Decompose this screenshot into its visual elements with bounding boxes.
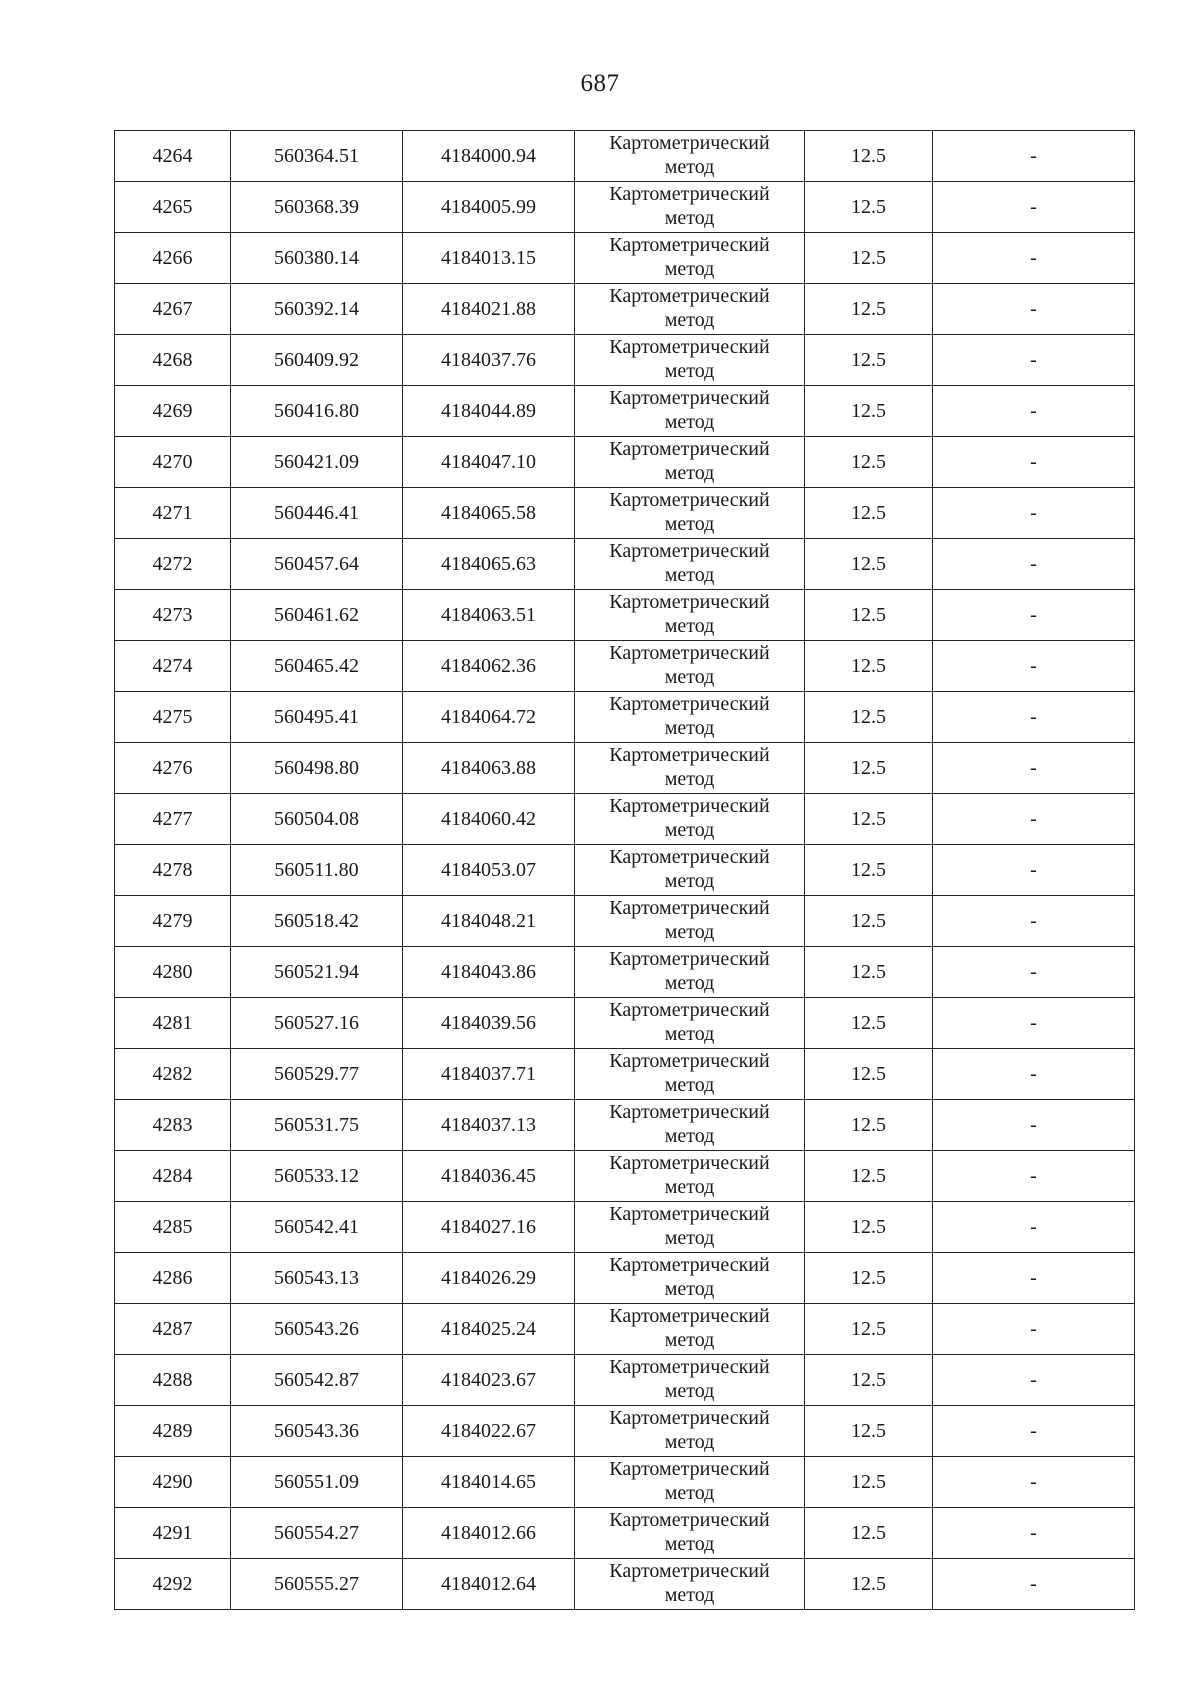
accuracy-cell: 12.5 [805, 1406, 933, 1457]
accuracy-cell: 12.5 [805, 182, 933, 233]
method-line-2: метод [664, 410, 715, 433]
method-line-1: Картометрический [609, 437, 770, 460]
description-cell: - [933, 1151, 1135, 1202]
point-number-cell: 4279 [115, 896, 231, 947]
y-coordinate-cell: 4184021.88 [403, 284, 575, 335]
point-number-cell: 4288 [115, 1355, 231, 1406]
table-row [115, 335, 1135, 386]
method-cell [575, 692, 805, 743]
description-cell: - [933, 488, 1135, 539]
x-coordinate-cell: 560446.41 [231, 488, 403, 539]
table-row [115, 488, 1135, 539]
table-row [115, 1304, 1135, 1355]
method-cell [575, 131, 805, 182]
method-line-2: метод [664, 1379, 715, 1402]
description-cell: - [933, 335, 1135, 386]
x-coordinate-cell: 560421.09 [231, 437, 403, 488]
y-coordinate-cell: 4184012.64 [403, 1559, 575, 1610]
accuracy-cell: 12.5 [805, 335, 933, 386]
table-row [115, 998, 1135, 1049]
y-coordinate-cell: 4184022.67 [403, 1406, 575, 1457]
method-line-1: Картометрический [609, 1202, 770, 1225]
method-line-2: метод [664, 1583, 715, 1606]
x-coordinate-cell: 560457.64 [231, 539, 403, 590]
table-row [115, 896, 1135, 947]
method-line-2: метод [664, 716, 715, 739]
description-cell: - [933, 1508, 1135, 1559]
description-cell: - [933, 998, 1135, 1049]
description-cell: - [933, 896, 1135, 947]
y-coordinate-cell: 4184036.45 [403, 1151, 575, 1202]
method-cell [575, 284, 805, 335]
point-number-cell: 4285 [115, 1202, 231, 1253]
y-coordinate-cell: 4184012.66 [403, 1508, 575, 1559]
point-number-cell: 4274 [115, 641, 231, 692]
accuracy-cell: 12.5 [805, 1253, 933, 1304]
point-number-cell: 4286 [115, 1253, 231, 1304]
method-line-2: метод [664, 665, 715, 688]
method-line-2: метод [664, 1481, 715, 1504]
y-coordinate-cell: 4184043.86 [403, 947, 575, 998]
point-number-cell: 4267 [115, 284, 231, 335]
accuracy-cell: 12.5 [805, 284, 933, 335]
method-line-1: Картометрический [609, 1253, 770, 1276]
table-row [115, 1406, 1135, 1457]
accuracy-cell: 12.5 [805, 386, 933, 437]
method-line-2: метод [664, 359, 715, 382]
method-line-2: метод [664, 461, 715, 484]
description-cell: - [933, 1304, 1135, 1355]
point-number-cell: 4287 [115, 1304, 231, 1355]
method-line-1: Картометрический [609, 998, 770, 1021]
table-row [115, 1355, 1135, 1406]
point-number-cell: 4280 [115, 947, 231, 998]
x-coordinate-cell: 560504.08 [231, 794, 403, 845]
accuracy-cell: 12.5 [805, 233, 933, 284]
method-line-2: метод [664, 971, 715, 994]
method-cell [575, 335, 805, 386]
x-coordinate-cell: 560543.36 [231, 1406, 403, 1457]
x-coordinate-cell: 560380.14 [231, 233, 403, 284]
point-number-cell: 4276 [115, 743, 231, 794]
page-number: 687 [580, 70, 620, 97]
accuracy-cell: 12.5 [805, 794, 933, 845]
description-cell: - [933, 845, 1135, 896]
method-cell [575, 233, 805, 284]
description-cell: - [933, 284, 1135, 335]
method-line-2: метод [664, 1022, 715, 1045]
x-coordinate-cell: 560533.12 [231, 1151, 403, 1202]
method-line-1: Картометрический [609, 233, 770, 256]
point-number-cell: 4283 [115, 1100, 231, 1151]
y-coordinate-cell: 4184060.42 [403, 794, 575, 845]
method-line-1: Картометрический [609, 590, 770, 613]
y-coordinate-cell: 4184023.67 [403, 1355, 575, 1406]
x-coordinate-cell: 560554.27 [231, 1508, 403, 1559]
description-cell: - [933, 1202, 1135, 1253]
table-row [115, 845, 1135, 896]
point-number-cell: 4289 [115, 1406, 231, 1457]
description-cell: - [933, 641, 1135, 692]
x-coordinate-cell: 560368.39 [231, 182, 403, 233]
method-line-1: Картометрический [609, 1508, 770, 1531]
method-cell [575, 845, 805, 896]
x-coordinate-cell: 560527.16 [231, 998, 403, 1049]
x-coordinate-cell: 560518.42 [231, 896, 403, 947]
y-coordinate-cell: 4184065.63 [403, 539, 575, 590]
y-coordinate-cell: 4184053.07 [403, 845, 575, 896]
method-cell [575, 743, 805, 794]
description-cell: - [933, 692, 1135, 743]
accuracy-cell: 12.5 [805, 1508, 933, 1559]
method-line-1: Картометрический [609, 539, 770, 562]
y-coordinate-cell: 4184037.13 [403, 1100, 575, 1151]
point-number-cell: 4281 [115, 998, 231, 1049]
description-cell: - [933, 1406, 1135, 1457]
method-line-2: метод [664, 767, 715, 790]
point-number-cell: 4277 [115, 794, 231, 845]
accuracy-cell: 12.5 [805, 692, 933, 743]
description-cell: - [933, 1457, 1135, 1508]
description-cell: - [933, 131, 1135, 182]
method-cell [575, 590, 805, 641]
table-row [115, 1508, 1135, 1559]
description-cell: - [933, 743, 1135, 794]
x-coordinate-cell: 560498.80 [231, 743, 403, 794]
description-cell: - [933, 794, 1135, 845]
method-cell [575, 998, 805, 1049]
description-cell: - [933, 1355, 1135, 1406]
table-row [115, 794, 1135, 845]
x-coordinate-cell: 560461.62 [231, 590, 403, 641]
method-line-1: Картометрический [609, 1049, 770, 1072]
method-line-1: Картометрический [609, 794, 770, 817]
accuracy-cell: 12.5 [805, 743, 933, 794]
y-coordinate-cell: 4184039.56 [403, 998, 575, 1049]
y-coordinate-cell: 4184065.58 [403, 488, 575, 539]
coordinates-table [114, 130, 1135, 1610]
description-cell: - [933, 386, 1135, 437]
method-cell [575, 1151, 805, 1202]
accuracy-cell: 12.5 [805, 641, 933, 692]
accuracy-cell: 12.5 [805, 437, 933, 488]
table-body [115, 131, 1135, 1610]
accuracy-cell: 12.5 [805, 896, 933, 947]
accuracy-cell: 12.5 [805, 1049, 933, 1100]
method-line-1: Картометрический [609, 1151, 770, 1174]
table-row [115, 1559, 1135, 1610]
x-coordinate-cell: 560555.27 [231, 1559, 403, 1610]
description-cell: - [933, 1253, 1135, 1304]
accuracy-cell: 12.5 [805, 1202, 933, 1253]
x-coordinate-cell: 560531.75 [231, 1100, 403, 1151]
y-coordinate-cell: 4184048.21 [403, 896, 575, 947]
y-coordinate-cell: 4184025.24 [403, 1304, 575, 1355]
method-cell [575, 1202, 805, 1253]
method-cell [575, 1049, 805, 1100]
x-coordinate-cell: 560511.80 [231, 845, 403, 896]
method-line-2: метод [664, 563, 715, 586]
x-coordinate-cell: 560529.77 [231, 1049, 403, 1100]
description-cell: - [933, 590, 1135, 641]
method-cell [575, 1559, 805, 1610]
method-line-2: метод [664, 308, 715, 331]
x-coordinate-cell: 560465.42 [231, 641, 403, 692]
method-cell [575, 488, 805, 539]
table-row [115, 1049, 1135, 1100]
method-line-1: Картометрический [609, 182, 770, 205]
method-line-2: метод [664, 1124, 715, 1147]
point-number-cell: 4292 [115, 1559, 231, 1610]
method-line-1: Картометрический [609, 1457, 770, 1480]
method-cell [575, 1355, 805, 1406]
y-coordinate-cell: 4184063.51 [403, 590, 575, 641]
x-coordinate-cell: 560409.92 [231, 335, 403, 386]
method-line-1: Картометрический [609, 1304, 770, 1327]
method-line-1: Картометрический [609, 743, 770, 766]
method-cell [575, 641, 805, 692]
description-cell: - [933, 539, 1135, 590]
method-line-1: Картометрический [609, 947, 770, 970]
y-coordinate-cell: 4184014.65 [403, 1457, 575, 1508]
accuracy-cell: 12.5 [805, 1151, 933, 1202]
method-cell [575, 437, 805, 488]
method-cell [575, 1457, 805, 1508]
method-line-2: метод [664, 920, 715, 943]
method-line-2: метод [664, 155, 715, 178]
method-line-1: Картометрический [609, 1100, 770, 1123]
y-coordinate-cell: 4184026.29 [403, 1253, 575, 1304]
x-coordinate-cell: 560542.41 [231, 1202, 403, 1253]
point-number-cell: 4269 [115, 386, 231, 437]
accuracy-cell: 12.5 [805, 1355, 933, 1406]
method-line-1: Картометрический [609, 692, 770, 715]
method-line-2: метод [664, 818, 715, 841]
table-row [115, 947, 1135, 998]
method-line-1: Картометрический [609, 1559, 770, 1582]
method-line-1: Картометрический [609, 1406, 770, 1429]
x-coordinate-cell: 560543.13 [231, 1253, 403, 1304]
accuracy-cell: 12.5 [805, 539, 933, 590]
method-line-1: Картометрический [609, 1355, 770, 1378]
method-line-2: метод [664, 206, 715, 229]
point-number-cell: 4272 [115, 539, 231, 590]
method-line-2: метод [664, 512, 715, 535]
method-cell [575, 1304, 805, 1355]
method-line-1: Картометрический [609, 131, 770, 154]
y-coordinate-cell: 4184013.15 [403, 233, 575, 284]
point-number-cell: 4275 [115, 692, 231, 743]
accuracy-cell: 12.5 [805, 1304, 933, 1355]
point-number-cell: 4291 [115, 1508, 231, 1559]
method-line-2: метод [664, 1175, 715, 1198]
point-number-cell: 4264 [115, 131, 231, 182]
x-coordinate-cell: 560542.87 [231, 1355, 403, 1406]
method-line-1: Картометрический [609, 386, 770, 409]
y-coordinate-cell: 4184000.94 [403, 131, 575, 182]
accuracy-cell: 12.5 [805, 947, 933, 998]
y-coordinate-cell: 4184047.10 [403, 437, 575, 488]
table-row [115, 1457, 1135, 1508]
table-row [115, 386, 1135, 437]
method-line-1: Картометрический [609, 896, 770, 919]
point-number-cell: 4284 [115, 1151, 231, 1202]
method-line-2: метод [664, 1226, 715, 1249]
method-cell [575, 947, 805, 998]
accuracy-cell: 12.5 [805, 998, 933, 1049]
accuracy-cell: 12.5 [805, 845, 933, 896]
x-coordinate-cell: 560416.80 [231, 386, 403, 437]
x-coordinate-cell: 560521.94 [231, 947, 403, 998]
accuracy-cell: 12.5 [805, 1100, 933, 1151]
method-cell [575, 1253, 805, 1304]
method-cell [575, 896, 805, 947]
point-number-cell: 4278 [115, 845, 231, 896]
method-cell [575, 539, 805, 590]
x-coordinate-cell: 560364.51 [231, 131, 403, 182]
table-row [115, 1151, 1135, 1202]
accuracy-cell: 12.5 [805, 590, 933, 641]
method-cell [575, 182, 805, 233]
table-row [115, 743, 1135, 794]
method-line-2: метод [664, 1277, 715, 1300]
table-row [115, 437, 1135, 488]
method-line-2: метод [664, 614, 715, 637]
method-line-1: Картометрический [609, 845, 770, 868]
method-line-1: Картометрический [609, 335, 770, 358]
method-line-2: метод [664, 1073, 715, 1096]
x-coordinate-cell: 560392.14 [231, 284, 403, 335]
point-number-cell: 4265 [115, 182, 231, 233]
y-coordinate-cell: 4184037.76 [403, 335, 575, 386]
table-row [115, 1100, 1135, 1151]
description-cell: - [933, 1559, 1135, 1610]
y-coordinate-cell: 4184044.89 [403, 386, 575, 437]
description-cell: - [933, 182, 1135, 233]
description-cell: - [933, 1049, 1135, 1100]
table-row [115, 182, 1135, 233]
point-number-cell: 4282 [115, 1049, 231, 1100]
method-cell [575, 1100, 805, 1151]
accuracy-cell: 12.5 [805, 131, 933, 182]
method-line-1: Картометрический [609, 488, 770, 511]
point-number-cell: 4266 [115, 233, 231, 284]
point-number-cell: 4273 [115, 590, 231, 641]
accuracy-cell: 12.5 [805, 1559, 933, 1610]
method-cell [575, 1508, 805, 1559]
table-row [115, 233, 1135, 284]
y-coordinate-cell: 4184005.99 [403, 182, 575, 233]
table-row [115, 131, 1135, 182]
table-row [115, 692, 1135, 743]
method-line-2: метод [664, 869, 715, 892]
y-coordinate-cell: 4184062.36 [403, 641, 575, 692]
table-row [115, 1202, 1135, 1253]
method-line-2: метод [664, 1532, 715, 1555]
table-row [115, 590, 1135, 641]
accuracy-cell: 12.5 [805, 488, 933, 539]
method-line-1: Картометрический [609, 284, 770, 307]
point-number-cell: 4270 [115, 437, 231, 488]
table-row [115, 641, 1135, 692]
method-cell [575, 1406, 805, 1457]
method-cell [575, 386, 805, 437]
method-line-2: метод [664, 1430, 715, 1453]
method-line-2: метод [664, 1328, 715, 1351]
table-row [115, 539, 1135, 590]
point-number-cell: 4268 [115, 335, 231, 386]
table-row [115, 284, 1135, 335]
method-cell [575, 794, 805, 845]
y-coordinate-cell: 4184064.72 [403, 692, 575, 743]
accuracy-cell: 12.5 [805, 1457, 933, 1508]
y-coordinate-cell: 4184037.71 [403, 1049, 575, 1100]
description-cell: - [933, 233, 1135, 284]
x-coordinate-cell: 560495.41 [231, 692, 403, 743]
method-line-1: Картометрический [609, 641, 770, 664]
y-coordinate-cell: 4184027.16 [403, 1202, 575, 1253]
x-coordinate-cell: 560543.26 [231, 1304, 403, 1355]
point-number-cell: 4290 [115, 1457, 231, 1508]
description-cell: - [933, 947, 1135, 998]
point-number-cell: 4271 [115, 488, 231, 539]
description-cell: - [933, 1100, 1135, 1151]
y-coordinate-cell: 4184063.88 [403, 743, 575, 794]
description-cell: - [933, 437, 1135, 488]
method-line-2: метод [664, 257, 715, 280]
x-coordinate-cell: 560551.09 [231, 1457, 403, 1508]
table-row [115, 1253, 1135, 1304]
